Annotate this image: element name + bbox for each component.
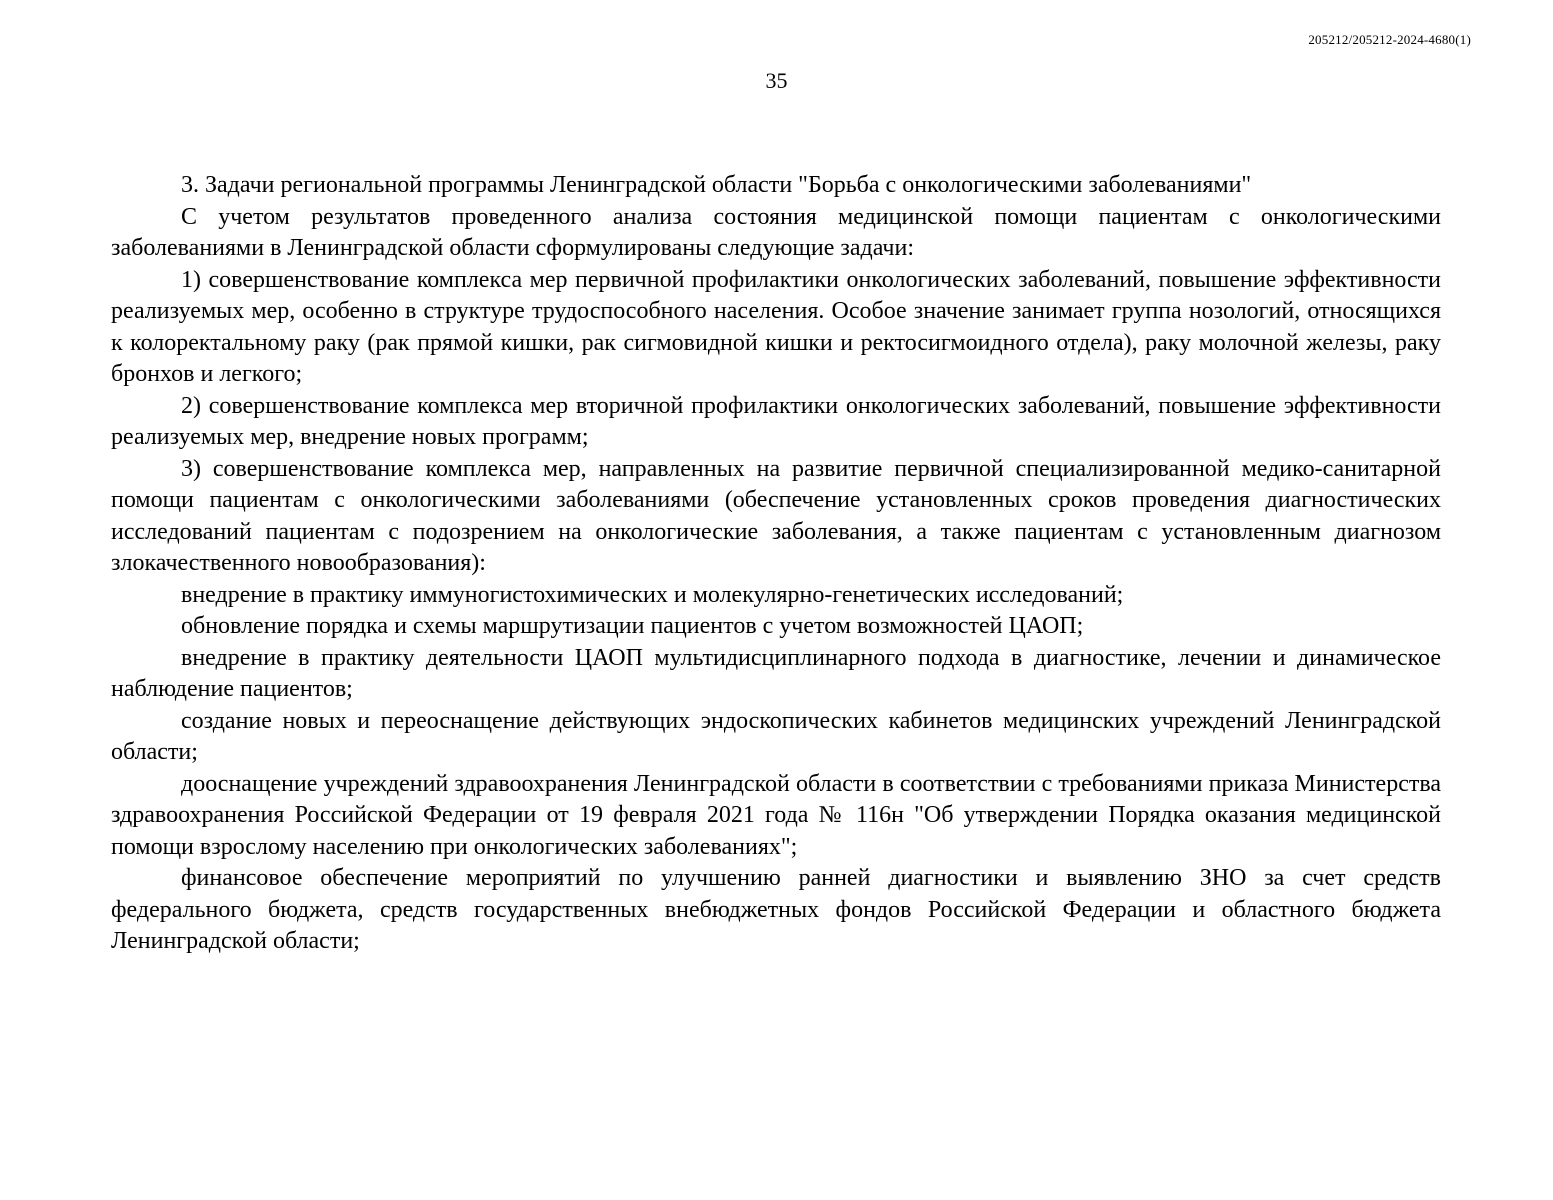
paragraph-item-financing: финансовое обеспечение мероприятий по улучшению ранней диагностики и выявлению ЗНО за счет средств федерального бюджета, средств государственных внебюджетных фондов Российской Федерации и областного бюджета Ленинградской области; — [111, 865, 1441, 954]
paragraph-item-routing: обновление порядка и схемы маршрутизации пациентов с учетом возможностей ЦАОП; — [181, 613, 1084, 639]
paragraph-item-equipment: дооснащение учреждений здравоохранения Ленинградской области в соответствии с требованиями приказа Министерства здравоохранения Российской Федерации от 19 февраля 2021 года № 116н "Об утверждении Порядка оказания медицинской помощи взрослому населению при онкологических заболеваниях"; — [111, 770, 1441, 860]
paragraph-task-2: 2) совершенствование комплекса мер вторичной профилактики онкологических заболеваний, повышение эффективности реализуемых мер, внедрение новых программ; — [111, 392, 1441, 450]
paragraph-intro: С учетом результатов проведенного анализа состояния медицинской помощи пациентам с онкологическими заболеваниями в Ленинградской области сформулированы следующие задачи: — [111, 203, 1441, 261]
document-body — [111, 170, 1441, 958]
paragraph-item-multidisciplinary: внедрение в практику деятельности ЦАОП мультидисциплинарного подхода в диагностике, лечении и динамическое наблюдение пациентов; — [111, 644, 1441, 702]
section-heading: 3. Задачи региональной программы Ленинградской области "Борьба с онкологическими заболеваниями" — [181, 172, 1252, 198]
page-number: 35 — [765, 68, 788, 93]
document-code: 205212/205212-2024-4680(1) — [1308, 32, 1471, 47]
paragraph-task-1: 1) совершенствование комплекса мер первичной профилактики онкологических заболеваний, повышение эффективности реализуемых мер, особенно в структуре трудоспособного населения. Особое значение занимает группа нозологий, относящихся к колоректальному раку (рак прямой кишки, рак сигмовидной кишки и ректосигмоидного отдела), раку молочной железы, раку бронхов и легкого; — [111, 266, 1441, 387]
paragraph-item-ihc: внедрение в практику иммуногистохимических и молекулярно-генетических исследований; — [181, 581, 1124, 608]
paragraph-item-endoscopy: создание новых и переоснащение действующих эндоскопических кабинетов медицинских учреждений Ленинградской области; — [111, 707, 1441, 765]
paragraph-task-3: 3) совершенствование комплекса мер, направленных на развитие первичной специализированной медико-санитарной помощи пациентам с онкологическими заболеваниями (обеспечение установленных сроков проведения диагностических исследований пациентам с подозрением на онкологические заболевания, а также пациентам с установленным диагнозом злокачественного новообразования): — [111, 455, 1441, 576]
